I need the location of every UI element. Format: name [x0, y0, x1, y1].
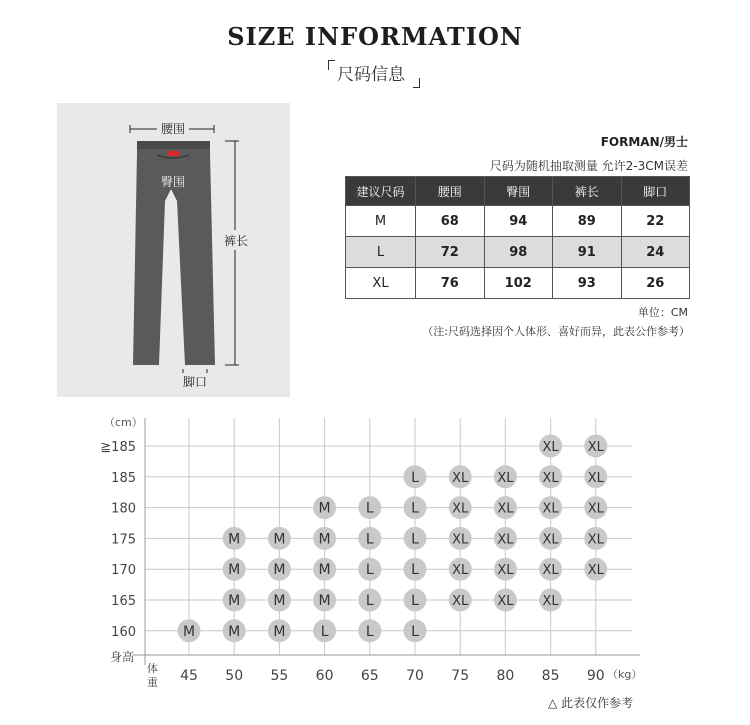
waist-cell: 68 [416, 206, 485, 237]
footnote-text: 此表仅作参考 [561, 696, 634, 710]
size-bubble-label: M [273, 531, 286, 548]
unit-label: 单位：CM [637, 306, 688, 319]
size-bubble-label: XL [542, 470, 559, 486]
bracket-left [328, 60, 335, 70]
hip-cell: 94 [484, 206, 553, 237]
size-bubble-label: XL [542, 440, 559, 455]
x-tick-label: 55 [270, 668, 289, 684]
size-bubble-label: M [228, 531, 241, 548]
size-bubble-label: XL [587, 501, 604, 517]
header-hip: 臀围 [484, 177, 553, 206]
header-waist: 腰围 [416, 177, 485, 206]
measurement-note: 尺码为随机抽取测量 允许2-3CM误差 [489, 159, 688, 173]
x-unit: （kg） [607, 668, 643, 681]
header-size: 建议尺码 [346, 177, 416, 206]
x-axis-label-2: 重 [147, 676, 158, 689]
size-bubble-label: M [318, 500, 331, 517]
size-bubble-label: XL [542, 563, 559, 579]
size-cell: L [346, 237, 416, 268]
hem-label: 脚口 [183, 375, 208, 389]
size-bubble-label: XL [587, 532, 604, 548]
y-axis-label: 身高 [110, 650, 135, 664]
y-tick-label: 180 [111, 501, 136, 517]
length-cell: 93 [553, 268, 622, 299]
size-bubble-label: XL [542, 594, 559, 609]
size-bubble-label: M [228, 593, 241, 609]
x-tick-label: 45 [180, 668, 198, 684]
length-label: 裤长 [224, 234, 249, 248]
x-tick-label: 70 [406, 668, 424, 684]
table-row [346, 206, 690, 237]
size-bubble-label: XL [497, 594, 514, 609]
size-bubble-label: XL [452, 532, 469, 548]
size-grid-chart [0, 410, 750, 690]
size-bubble-label: M [273, 562, 286, 579]
hem-cell: 22 [621, 206, 690, 237]
waist-label: 腰围 [161, 122, 186, 136]
page-subtitle [328, 58, 420, 88]
size-bubble-label: XL [587, 563, 604, 579]
size-bubble-label: XL [587, 470, 604, 486]
chart-footnote [548, 694, 633, 711]
hip-label: 臀围 [161, 175, 186, 189]
hem-cell: 24 [621, 237, 690, 268]
size-bubble-label: XL [587, 440, 604, 455]
size-bubble-label: L [365, 623, 374, 640]
size-bubble-label: M [318, 531, 331, 548]
size-cell: XL [346, 268, 416, 299]
size-bubble-label: M [182, 623, 196, 640]
size-bubble-label: L [320, 623, 329, 640]
subtitle-text: 尺码信息 [337, 65, 405, 85]
length-cell: 91 [553, 237, 622, 268]
size-bubble-label: M [273, 623, 286, 640]
size-bubble-label: L [411, 531, 419, 548]
waistband [137, 141, 210, 149]
size-bubble-label: M [228, 562, 241, 579]
size-bubble-label: L [365, 531, 374, 548]
size-bubble-label: XL [497, 501, 514, 517]
waist-cell: 76 [416, 268, 485, 299]
brand-tag [167, 151, 179, 156]
size-bubble-label: XL [542, 532, 559, 548]
size-bubble-label: L [411, 469, 419, 486]
table-row [346, 237, 690, 268]
size-bubble-label: M [228, 623, 241, 640]
y-tick-label: 185 [111, 470, 136, 486]
size-bubble-label: XL [452, 594, 469, 609]
x-tick-label: 65 [360, 668, 379, 684]
y-tick-label: 175 [111, 532, 136, 548]
size-bubble-label: XL [497, 532, 514, 548]
size-bubble-label: XL [497, 470, 514, 486]
size-bubble-label: XL [452, 470, 469, 486]
triangle-icon: △ [548, 696, 558, 710]
table-row [346, 268, 690, 299]
x-tick-label: 85 [541, 668, 560, 684]
size-bubble-label: XL [452, 501, 469, 517]
hip-cell: 102 [484, 268, 553, 299]
hip-cell: 98 [484, 237, 553, 268]
size-bubble-label: L [365, 593, 374, 609]
size-bubble-label: M [318, 562, 331, 579]
header-hem: 脚口 [621, 177, 690, 206]
size-bubble-label: L [411, 562, 419, 579]
x-tick-label: 80 [496, 668, 515, 684]
header-length: 裤长 [553, 177, 622, 206]
table-header-row [346, 177, 690, 206]
size-bubble-label: L [411, 500, 419, 517]
size-table [345, 176, 690, 299]
x-tick-label: 50 [225, 668, 244, 684]
disclaimer-note: （注:尺码选择因个人体形、喜好而异，此表公作参考） [422, 325, 690, 338]
size-bubble-label: L [411, 623, 419, 640]
length-cell: 89 [553, 206, 622, 237]
x-tick-label: 60 [315, 668, 334, 684]
brand-label: FORMAN/男士 [600, 135, 688, 149]
x-tick-label: 90 [586, 668, 605, 684]
bracket-right [413, 78, 420, 88]
x-axis-label-1: 体 [147, 662, 158, 675]
size-bubble-label: L [365, 500, 374, 517]
y-unit: （cm） [104, 416, 143, 429]
hem-cell: 26 [621, 268, 690, 299]
pants-illustration [57, 103, 290, 397]
waist-cell: 72 [416, 237, 485, 268]
page-title: SIZE INFORMATION [227, 22, 523, 51]
y-tick-label: 165 [111, 594, 136, 609]
size-bubble-label: XL [452, 563, 469, 579]
size-bubble-label: XL [497, 563, 514, 579]
size-cell: M [346, 206, 416, 237]
y-tick-label: ≧185 [100, 440, 136, 455]
size-bubble-label: XL [542, 501, 559, 517]
size-bubble-label: M [318, 593, 331, 609]
y-tick-label: 170 [111, 563, 136, 579]
pants-diagram [57, 103, 290, 397]
size-bubble-label: L [411, 593, 419, 609]
size-bubble-label: M [273, 593, 286, 609]
size-bubble-label: L [365, 562, 374, 579]
x-tick-label: 75 [451, 668, 470, 684]
y-tick-label: 160 [111, 624, 136, 640]
